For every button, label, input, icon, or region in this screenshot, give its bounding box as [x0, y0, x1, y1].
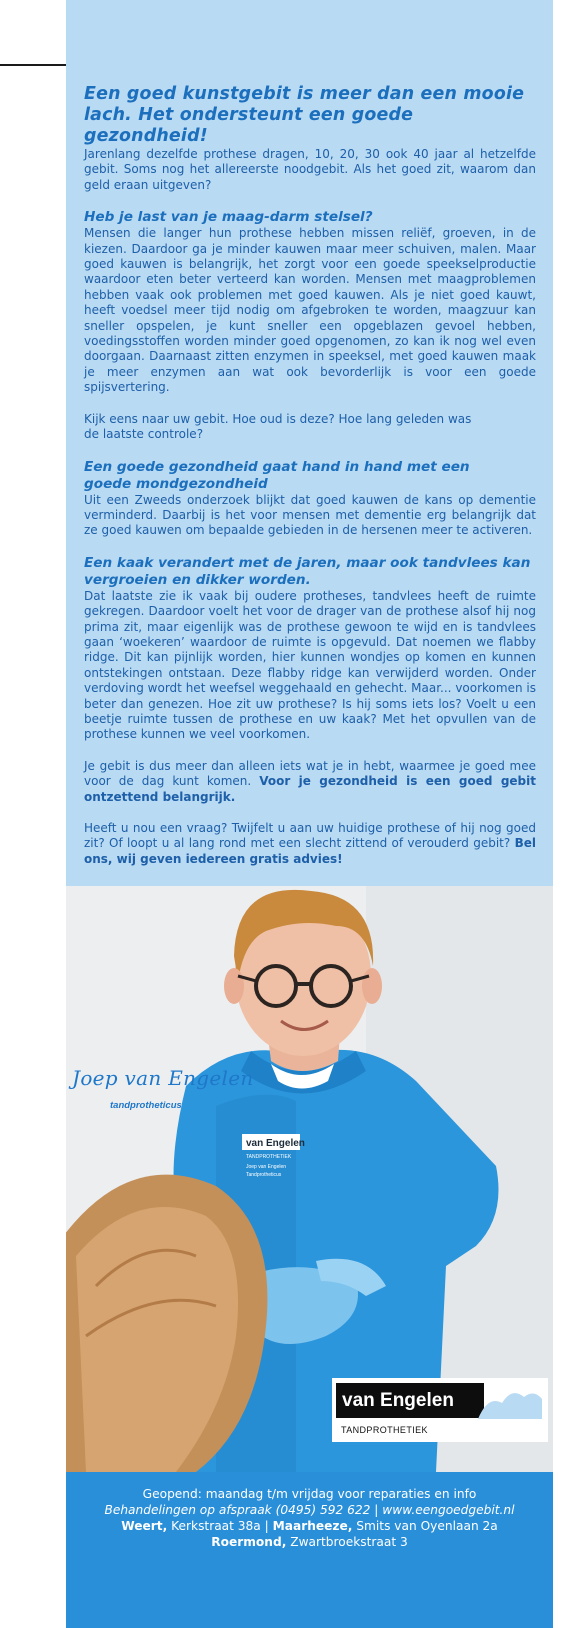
heading-gezondheid-line1: Een goede gezondheid gaat hand in hand met een [84, 458, 470, 475]
footer-hours: Geopend: maandag t/m vrijdag voor reparaties en info [142, 1487, 477, 1501]
article [84, 84, 536, 867]
heading-kaak [84, 555, 536, 589]
paragraph-kijk-line2: de laatste controle? [84, 427, 204, 442]
paragraph-maag: Mensen die langer hun prothese hebben missen reliëf, groeven, in de kiezen. Daardoor ga je minder kauwen maar meer schuiven, malen. Maar goed kauwen is belangrijk, het zorgt voor een goede speekselproductie waardoor eten beter verteerd kan worden. Mensen met maagproblemen hebben vaak ook problemen met goed kauwen. Als je niet goed kauwt, heeft voedsel meer tijd nodig om afgebroken te worden, maagzuur kan sneller opspelen, je kunt sneller een opgeblazen gevoel hebben, voedingsstoffen worden minder goed opgenomen, zo kan ik nog wel even doorgaan. Daarnaast zitten enzymen in speeksel, met goed kauwen maak je meer enzymen aan wat ook bevorderlijk is voor een goede spijsvertering. [84, 226, 536, 395]
paragraph-gebit-emphasis: Voor je gezondheid is een goed gebit ontzettend belangrijk. [84, 774, 536, 804]
heading-kaak-line2: vergroeien en dikker worden. [84, 571, 311, 588]
footer-roermond [66, 1534, 553, 1550]
signature-role: tandprotheticus [110, 1100, 182, 1111]
paragraph-vraag [84, 821, 536, 867]
footer-bar [66, 1472, 553, 1628]
shirt-logo-name: Joep van Engelen [246, 1164, 287, 1170]
paragraph-kijk-line1: Kijk eens naar uw gebit. Hoe oud is deze? Hoe lang geleden was [84, 411, 472, 426]
footer-locations [66, 1518, 553, 1534]
shirt-logo-role: Tandprotheticus [246, 1172, 282, 1178]
footer-info [66, 1486, 553, 1550]
paragraph-gebit-text: Je gebit is dus meer dan alleen iets wat je in hebt, waarmee je goed mee voor de dag kunt komen. [84, 758, 536, 789]
brand-name: van Engelen [336, 1383, 484, 1418]
footer-contact: Behandelingen op afspraak (0495) 592 622 | www.eengoedgebit.nl [104, 1503, 515, 1517]
shirt-logo-sub: TANDPROTHETIEK [246, 1154, 292, 1160]
paragraph-vraag-cta: Bel ons, wij geven iedereen gratis advies! [84, 836, 536, 866]
footer-maarheeze-address: Smits van Oyenlaan 2a [352, 1519, 498, 1533]
paragraph-kaak: Dat laatste zie ik vaak bij oudere protheses, tandvlees heeft de ruimte gekregen. Daardoor voelt het voor de drager van de prothese alsof hij nog prima zit, maar eigenlijk was de prothese gewoon te wijd en is tandvlees gaan ‘woekeren’ waardoor de ruimte is opgevuld. Dat noemen we flabby ridge. Dit kan pijnlijk worden, hier kunnen wondjes op komen en kunnen ontstekingen ontstaan. Deze flabby ridge kan verwijderd worden. Onder verdoving wordt het weefsel weggehaald en gehecht. Maar... voorkomen is beter dan genezen. Hoe zit uw prothese? Is hij soms iets los? Voelt u een beetje ruimte tussen de prothese en uw kaak? Met het opvullen van de prothese kunnen we veel voorkomen. [84, 588, 536, 742]
shirt-logo-brand: van Engelen [246, 1138, 305, 1149]
heading-gezondheid [84, 459, 536, 493]
paragraph-vraag-text: Heeft u nou een vraag? Twijfelt u aan uw huidige prothese of hij nog goed zit? Of loopt u al lang rond met een slecht zittend of verouderd gebit? [84, 821, 536, 851]
footer-roermond-city: Roermond, [211, 1535, 287, 1549]
footer-maarheeze-city: Maarheeze, [272, 1519, 353, 1533]
paragraph-gebit [84, 759, 536, 805]
wave-icon [478, 1385, 542, 1419]
heading-kaak-line1: Een kaak verandert met de jaren, maar ook tandvlees kan [84, 554, 531, 571]
footer-weert-city: Weert, [121, 1519, 168, 1533]
intro-paragraph: Jarenlang dezelfde prothese dragen, 10, 20, 30 ook 40 jaar al hetzelfde gebit. Soms nog het allereerste noodgebit. Als het goed zit, waarom dan geld eraan uitgeven? [84, 147, 536, 192]
footer-roermond-address: Zwartbroekstraat 3 [286, 1535, 408, 1549]
signature-name: Joep van Engelen [72, 1066, 254, 1090]
article-headline: Een goed kunstgebit is meer dan een mooie lach. Het ondersteunt een goede gezondheid! [84, 84, 525, 146]
footer-weert-address: Kerkstraat 38a | [167, 1519, 273, 1533]
paragraph-kijk [84, 412, 536, 443]
heading-gezondheid-line2: goede mondgezondheid [84, 475, 268, 492]
paragraph-gezondheid: Uit een Zweeds onderzoek blijkt dat goed kauwen de kans op dementie verminderd. Daarbij is het voor mensen met dementie erg belangrijk dat ze goed kauwen om bepaalde gebieden in de hersenen meer te activeren. [84, 492, 536, 538]
heading-maag: Heb je last van je maag-darm stelsel? [84, 209, 373, 226]
brand-subtitle: TANDPROTHETIEK [341, 1425, 428, 1435]
